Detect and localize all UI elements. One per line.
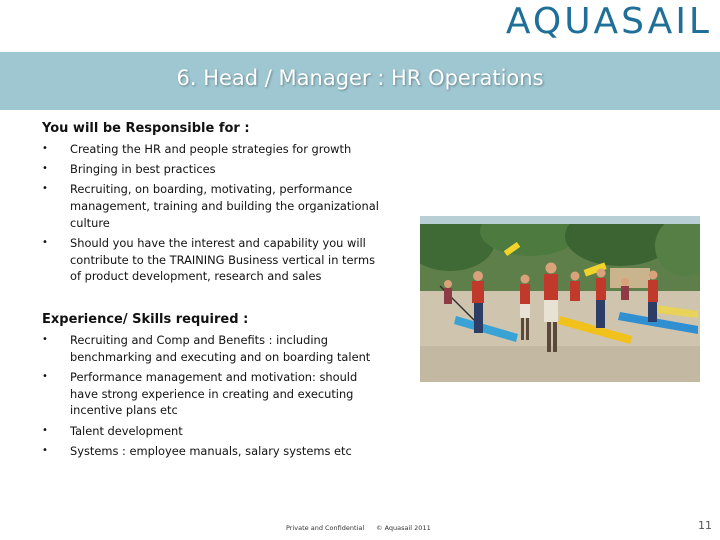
slide-title: 6. Head / Manager : HR Operations — [176, 66, 544, 90]
kayaking-group-photo — [420, 216, 700, 382]
bullet-icon: • — [42, 163, 48, 175]
list-item: • Systems : employee manuals, salary systems etc — [42, 443, 352, 458]
list-item: • Recruiting and Comp and Benefits : including benchmarking and executing and on boarding talent — [42, 333, 371, 364]
list-item: • Creating the HR and people strategies for growth — [42, 142, 352, 156]
list-item: • Bringing in best practices — [42, 162, 216, 177]
page-number: 11 — [698, 519, 712, 532]
list-item: • Should you have the interest and capability you will contribute to the TRAINING Business vertical in terms of product development, research and sales — [42, 236, 376, 284]
list-item: • Recruiting, on boarding, motivating, performance management, training and building the organizational culture — [42, 182, 379, 230]
list-item: • Talent development — [42, 423, 183, 438]
bullet-icon: • — [42, 143, 48, 154]
bullet-icon: • — [42, 370, 48, 382]
bullet-icon: • — [42, 183, 48, 195]
bullet-icon: • — [42, 444, 48, 456]
responsibilities-heading: You will be Responsible for : — [42, 121, 250, 136]
bullet-icon: • — [42, 334, 48, 345]
responsibilities-list — [42, 141, 387, 289]
title-banner — [0, 52, 720, 110]
confidential-note: Private and Confidential — [286, 524, 365, 532]
bullet-icon: • — [42, 424, 48, 436]
bullet-icon: • — [42, 237, 48, 249]
list-item: • Performance management and motivation: should have strong experience in creating and executing incentive plans etc — [42, 369, 358, 418]
aquasail-logo: AQUASAIL — [505, 1, 712, 42]
copyright-note: © Aquasail 2011 — [376, 524, 431, 532]
experience-list — [42, 332, 387, 463]
experience-heading: Experience/ Skills required : — [42, 312, 249, 327]
